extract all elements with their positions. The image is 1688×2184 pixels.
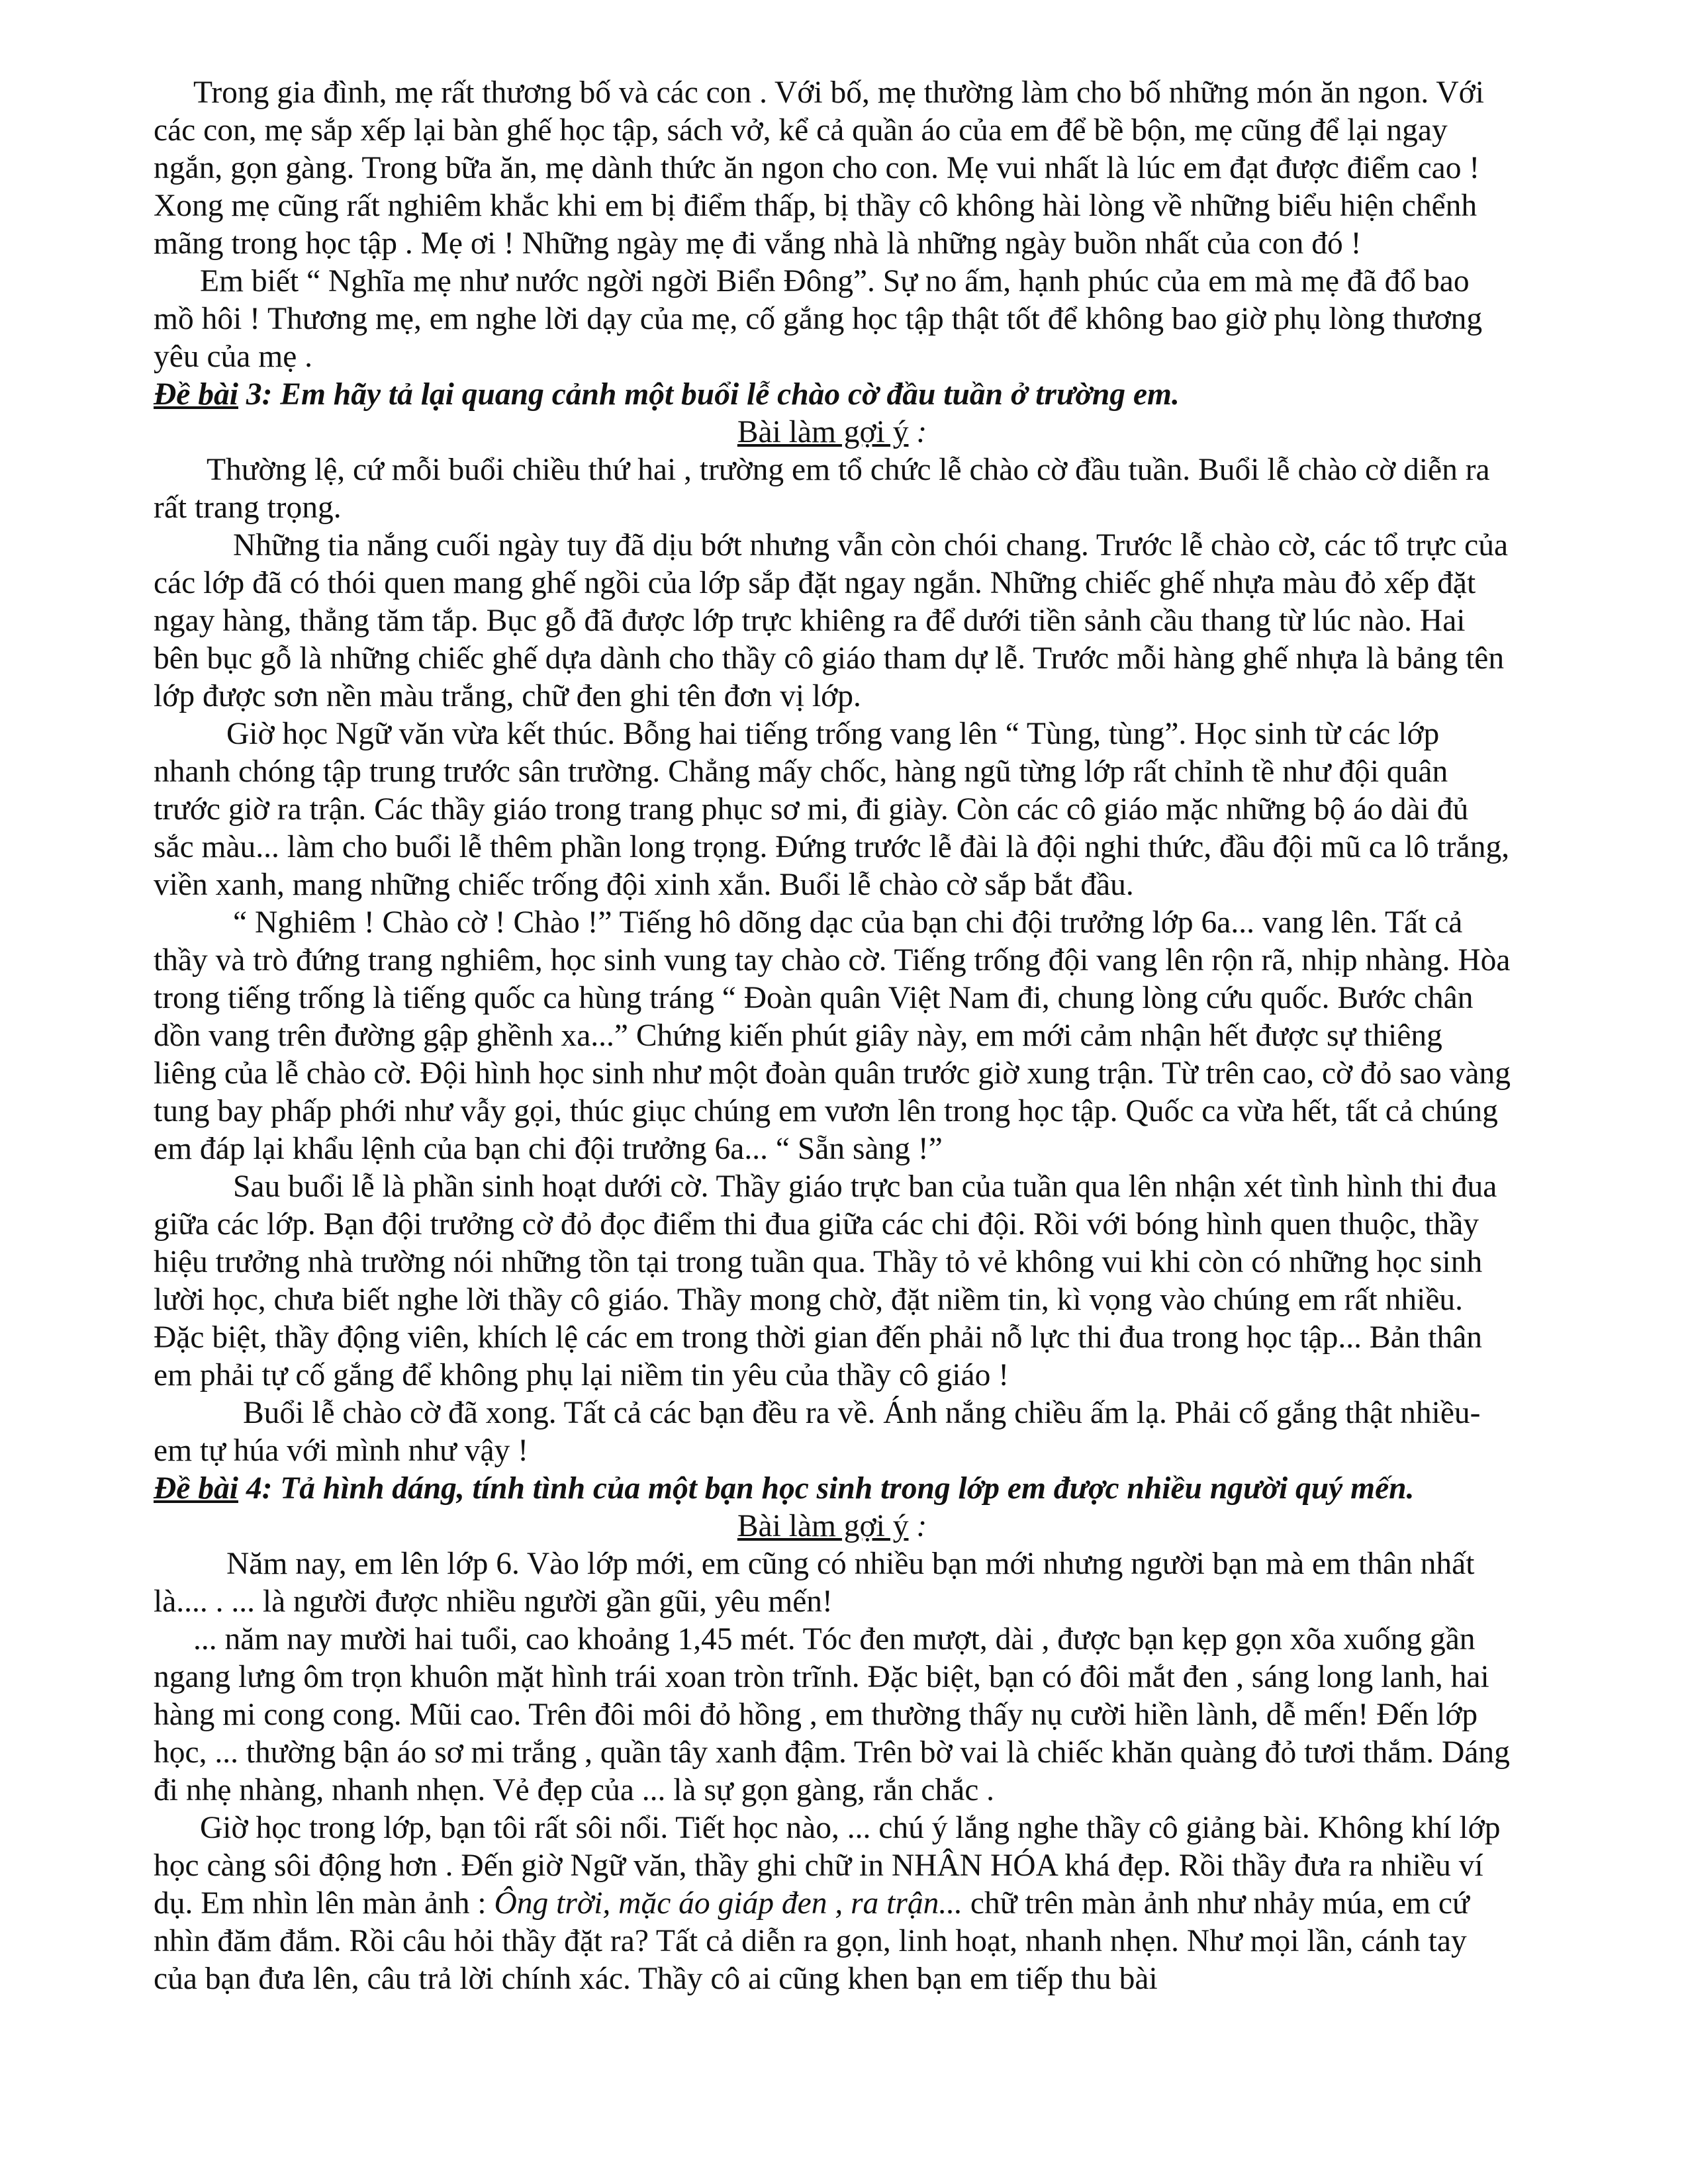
paragraph: Giờ học trong lớp, bạn tôi rất sôi nổi. Tiết học nào, ... chú ý lắng nghe thầy cô giảng bài. Không khí lớp học càng sôi động hơn . Đến giờ Ngữ văn, thầy ghi chữ in NHÂN HÓA khá đẹp. Rồi thầy đưa ra nhiều ví dụ. Em nhìn lên màn ảnh : Ông trời, mặc áo giáp đen , ra trận... chữ trên màn ảnh như nhảy múa, em cứ nhìn đăm đắm. Rồi câu hỏi thầy đặt ra? Tất cả diễn ra gọn, linh hoạt, nhanh nhẹn. Như mọi lần, cánh tay của bạn đưa lên, câu trả lời chính xác. Thầy cô ai cũng khen bạn em tiếp thu bài (154, 1811, 1501, 1996)
paragraph: Trong gia đình, mẹ rất thương bố và các con . Với bố, mẹ thường làm cho bố những món ăn ngon. Với các con, mẹ sắp xếp lại bàn ghế học tập, sách vở, kể cả quần áo của em để bề bộn, mẹ cũng để lại ngay ngắn, gọn gàng. Trong bữa ăn, mẹ dành thức ăn ngon cho con. Mẹ vui nhất là lúc em đạt được điểm cao ! Xong mẹ cũng rất nghiêm khắc khi em bị điểm thấp, bị thầy cô không hài lòng về những biểu hiện chểnh mãng trong học tập . Mẹ ơi ! Những ngày mẹ đi vắng nhà là những ngày buồn nhất của con đó ! (154, 75, 1484, 261)
document-page (154, 74, 1511, 1998)
essay-3-heading: Đề bài 3: Em hãy tả lại quang cảnh một buổi lễ chào cờ đầu tuần ở trường em. (154, 377, 1180, 412)
essay-4-heading: Đề bài 4: Tả hình dáng, tính tình của một bạn học sinh trong lớp em được nhiều người quý mến. (154, 1471, 1415, 1506)
essay-3-subheading: Bài làm gợi ý : (737, 415, 927, 449)
paragraph: Những tia nắng cuối ngày tuy đã dịu bớt nhưng vẫn còn chói chang. Trước lễ chào cờ, các tổ trực của các lớp đã có thói quen mang ghế ngồi của lớp sắp đặt ngay ngắn. Những chiếc ghế nhựa màu đỏ xếp đặt ngay hàng, thẳng tăm tắp. Bục gỗ đã được lớp trực khiêng ra để dưới tiền sảnh cầu thang từ lúc nào. Hai bên bục gỗ là những chiếc ghế dựa dành cho thầy cô giáo tham dự lễ. Trước mỗi hàng ghế nhựa là bảng tên lớp được sơn nền màu trắng, chữ đen ghi tên đơn vị lớp. (154, 528, 1509, 713)
essay-label: Đề bài (154, 377, 238, 412)
paragraph: ... năm nay mười hai tuổi, cao khoảng 1,45 mét. Tóc đen mượt, dài , được bạn kẹp gọn xõa xuống gần ngang lưng ôm trọn khuôn mặt hình trái xoan tròn trĩnh. Đặc biệt, bạn có đôi mắt đen , sáng long lanh, hai hàng mi cong cong. Mũi cao. Trên đôi môi đỏ hồng , em thường thấy nụ cười hiền lành, dễ mến! Đến lớp học, ... thường bận áo sơ mi trắng , quần tây xanh đậm. Trên bờ vai là chiếc khăn quàng đỏ tươi thắm. Dáng đi nhẹ nhàng, nhanh nhẹn. Vẻ đẹp của ... là sự gọn gàng, rắn chắc . (154, 1622, 1510, 1807)
paragraph: Giờ học Ngữ văn vừa kết thúc. Bỗng hai tiếng trống vang lên “ Tùng, tùng”. Học sinh từ các lớp nhanh chóng tập trung trước sân trường. Chẳng mấy chốc, hàng ngũ từng lớp rất chỉnh tề như đội quân trước giờ ra trận. Các thầy giáo trong trang phục sơ mi, đi giày. Còn các cô giáo mặc những bộ áo dài đủ sắc màu... làm cho buổi lễ thêm phần long trọng. Đứng trước lễ đài là đội nghi thức, đầu đội mũ ca lô trắng, viền xanh, mang những chiếc trống đội xinh xắn. Buổi lễ chào cờ sắp bắt đầu. (154, 717, 1510, 902)
paragraph: Năm nay, em lên lớp 6. Vào lớp mới, em cũng có nhiều bạn mới nhưng người bạn mà em thân nhất là.... . ... là người được nhiều người gần gũi, yêu mến! (154, 1547, 1475, 1619)
paragraph: Thường lệ, cứ mỗi buổi chiều thứ hai , trường em tổ chức lễ chào cờ đầu tuần. Buổi lễ chào cờ diễn ra rất trang trọng. (154, 453, 1490, 525)
paragraph: Em biết “ Nghĩa mẹ như nước ngời ngời Biển Đông”. Sự no ấm, hạnh phúc của em mà mẹ đã đổ bao mồ hôi ! Thương mẹ, em nghe lời dạy của mẹ, cố gắng học tập thật tốt để không bao giờ phụ lòng thương yêu của mẹ . (154, 264, 1483, 374)
paragraph: Buổi lễ chào cờ đã xong. Tất cả các bạn đều ra về. Ánh nắng chiều ấm lạ. Phải cố gắng thật nhiều- em tự húa với mình như vậy ! (154, 1396, 1481, 1468)
essay-label: Đề bài (154, 1471, 238, 1506)
paragraph: Sau buổi lễ là phần sinh hoạt dưới cờ. Thầy giáo trực ban của tuần qua lên nhận xét tình hình thi đua giữa các lớp. Bạn đội trưởng cờ đỏ đọc điểm thi đua giữa các chi đội. Rồi với bóng hình quen thuộc, thầy hiệu trưởng nhà trường nói những tồn tại trong tuần qua. Thầy tỏ vẻ không vui khi còn có những học sinh lười học, chưa biết nghe lời thầy cô giáo. Thầy mong chờ, đặt niềm tin, kì vọng vào chúng em rất nhiều. Đặc biệt, thầy động viên, khích lệ các em trong thời gian đến phải nỗ lực thi đua trong học tập... Bản thân em phải tự cố gắng để không phụ lại niềm tin yêu của thầy cô giáo ! (154, 1169, 1497, 1392)
essay-4-subheading: Bài làm gợi ý : (737, 1509, 927, 1543)
paragraph: “ Nghiêm ! Chào cờ ! Chào !” Tiếng hô dõng dạc của bạn chi đội trưởng lớp 6a... vang lên. Tất cả thầy và trò đứng trang nghiêm, học sinh vung tay chào cờ. Tiếng trống đội vang lên rộn rã, nhịp nhàng. Hòa trong tiếng trống là tiếng quốc ca hùng tráng “ Đoàn quân Việt Nam đi, chung lòng cứu quốc. Bước chân dồn vang trên đường gập ghềnh xa...” Chứng kiến phút giây này, em mới cảm nhận hết được sự thiêng liêng của lễ chào cờ. Đội hình học sinh như một đoàn quân trước giờ xung trận. Từ trên cao, cờ đỏ sao vàng tung bay phấp phới như vẫy gọi, thúc giục chúng em vươn lên trong học tập. Quốc ca vừa hết, tất cả chúng em đáp lại khẩu lệnh của bạn chi đội trưởng 6a... “ Sẵn sàng !” (154, 905, 1511, 1166)
example-quote: Ông trời, mặc áo giáp đen , ra trận... (494, 1886, 962, 1921)
